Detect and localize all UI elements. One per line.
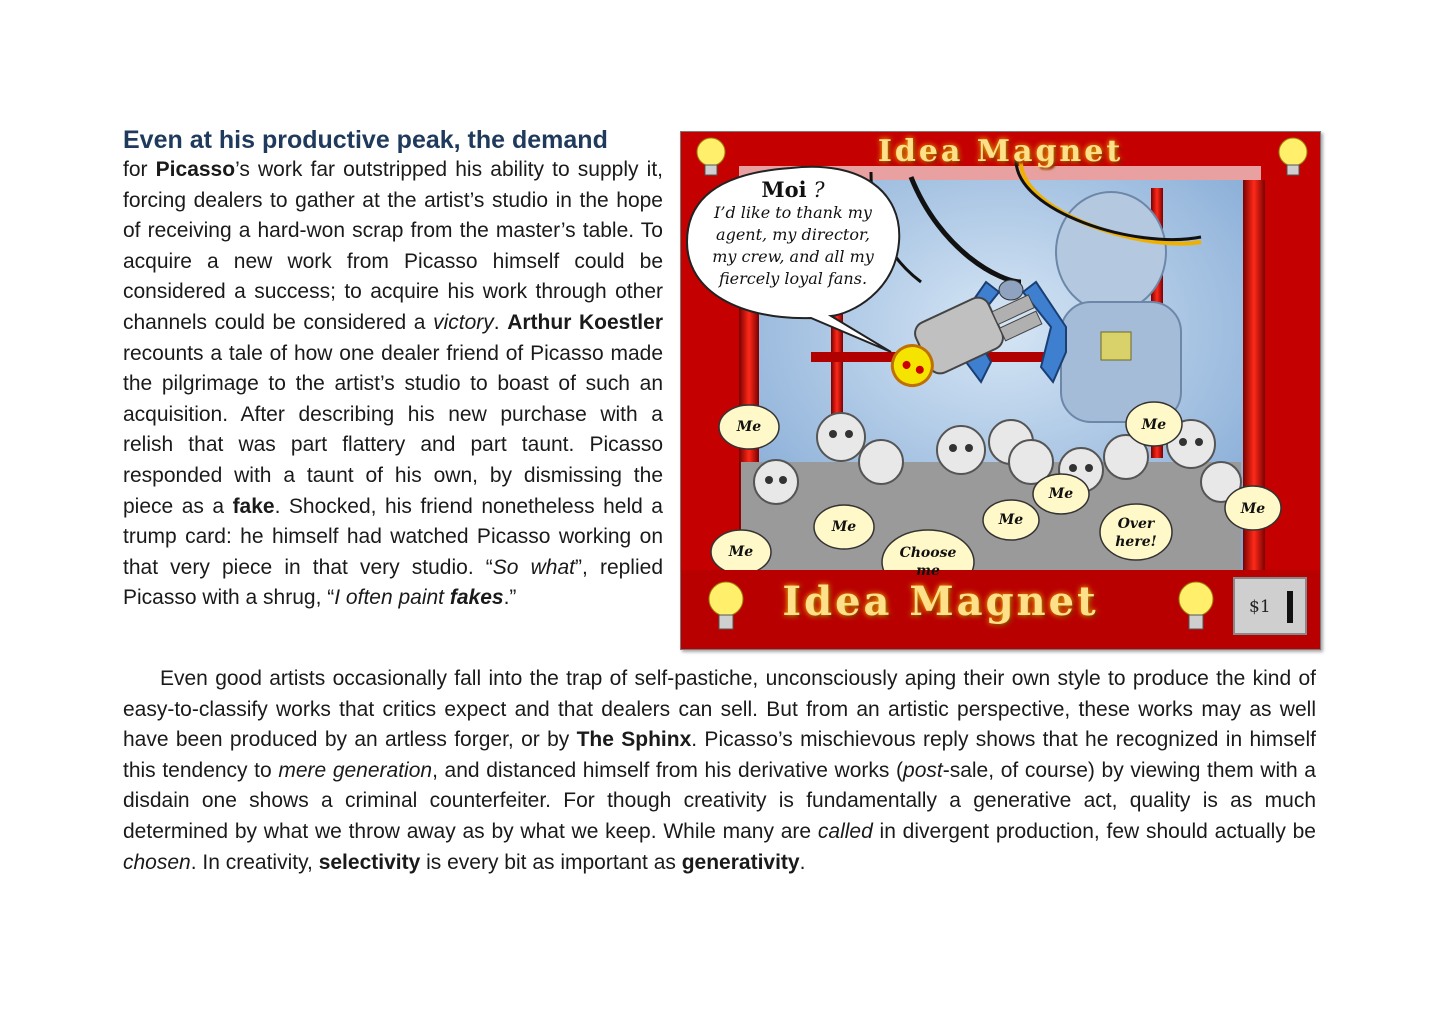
bubble-me: Me xyxy=(736,419,762,435)
bubble-me: Me xyxy=(728,544,754,560)
text-run: , and distanced himself from his derivative works ( xyxy=(432,758,904,782)
text-run: in divergent production, few should actually be xyxy=(872,819,1316,843)
bubble-me: Me xyxy=(1141,417,1167,433)
price-label: $1 xyxy=(1249,597,1271,617)
bold-selectivity: selectivity xyxy=(318,850,421,874)
text-run: . In creativity, xyxy=(190,850,319,874)
text-run: . xyxy=(799,850,806,874)
speech-title: Moi xyxy=(761,177,807,202)
idea-magnet-illustration xyxy=(680,131,1321,650)
text-run: Even good artists occasionally fall into the trap of self-pastiche, unconsciously aping their own style to produce the kind of easy-to-classify works that critics expect and that dealers can sell. But from an artistic perspective, these works may as well have been produced by an artless forger, or by xyxy=(123,667,1316,752)
bold-italic-fakes: fakes xyxy=(449,586,504,610)
italic-i-often-paint: I often paint xyxy=(334,586,450,610)
text-run: .” xyxy=(503,586,517,610)
second-paragraph xyxy=(123,664,1316,878)
text-run: ”, replied Picasso with a shrug, “ xyxy=(123,555,663,610)
text-run: . xyxy=(493,310,508,334)
bubble-over-here: Over here! xyxy=(1115,516,1157,550)
bold-generativity: generativity xyxy=(681,850,800,874)
speech-title-suffix: ? xyxy=(806,178,825,202)
bold-fake: fake xyxy=(232,494,275,518)
text-run: is every bit as important as xyxy=(420,850,682,874)
coin-slot xyxy=(1287,591,1293,623)
bold-the-sphinx: The Sphinx xyxy=(576,728,692,752)
bubble-me: Me xyxy=(998,512,1024,528)
coin-slot-panel xyxy=(1233,577,1307,635)
italic-victory: victory xyxy=(433,310,494,334)
text-run: . Shocked, his friend nonetheless held a trump card: he himself had watched Picasso working on that very piece in that very studio. “ xyxy=(123,494,663,579)
text-run: for xyxy=(123,158,156,181)
bold-arthur-koestler: Arthur Koestler xyxy=(507,310,663,334)
bold-picasso: Picasso xyxy=(155,158,236,181)
italic-so-what: So what xyxy=(492,555,575,579)
first-paragraph xyxy=(123,124,663,614)
bubble-choose-me: Choose me xyxy=(899,545,957,579)
text-run: . Picasso’s mischievous reply shows that he recognized in himself this tendency to xyxy=(123,728,1316,782)
italic-post: post xyxy=(903,758,943,782)
italic-mere-generation: mere generation xyxy=(278,758,433,782)
text-run: -sale, of course) by viewing them with a disdain one shows a criminal counterfeiter. For though creativity is fundamentally a generative act, quality is as much determined by what we throw away as by what we keep. While many are xyxy=(123,758,1316,843)
bubble-me: Me xyxy=(1240,501,1266,517)
banner-bottom-title: Idea Magnet xyxy=(782,578,1099,625)
main-speech-bubble xyxy=(687,169,899,329)
bubble-me: Me xyxy=(1048,486,1074,502)
speech-quote: I’d like to thank my agent, my director, my crew, and all my fiercely loyal fans. xyxy=(712,203,874,288)
italic-called: called xyxy=(817,819,873,843)
bubble-me: Me xyxy=(831,519,857,535)
text-run: ’s work far outstripped his ability to supply it, forcing dealers to gather at the artist’s studio in the hope of receiving a hard-won scrap from the master’s table. To acquire a new work from Picasso himself could be considered a success; to acquire his work through other channels could be considered a xyxy=(123,158,663,334)
lead-heading: Even at his productive peak, the demand xyxy=(123,126,608,154)
banner-top-title: Idea Magnet xyxy=(877,134,1124,169)
italic-chosen: chosen xyxy=(123,850,191,874)
text-run: recounts a tale of how one dealer friend of Picasso made the pilgrimage to the artist’s studio to boast of such an acquisition. After describing his new purchase with a relish that was part flattery and part taunt. Picasso responded with a taunt of his own, by dismissing the piece as a xyxy=(123,341,663,518)
